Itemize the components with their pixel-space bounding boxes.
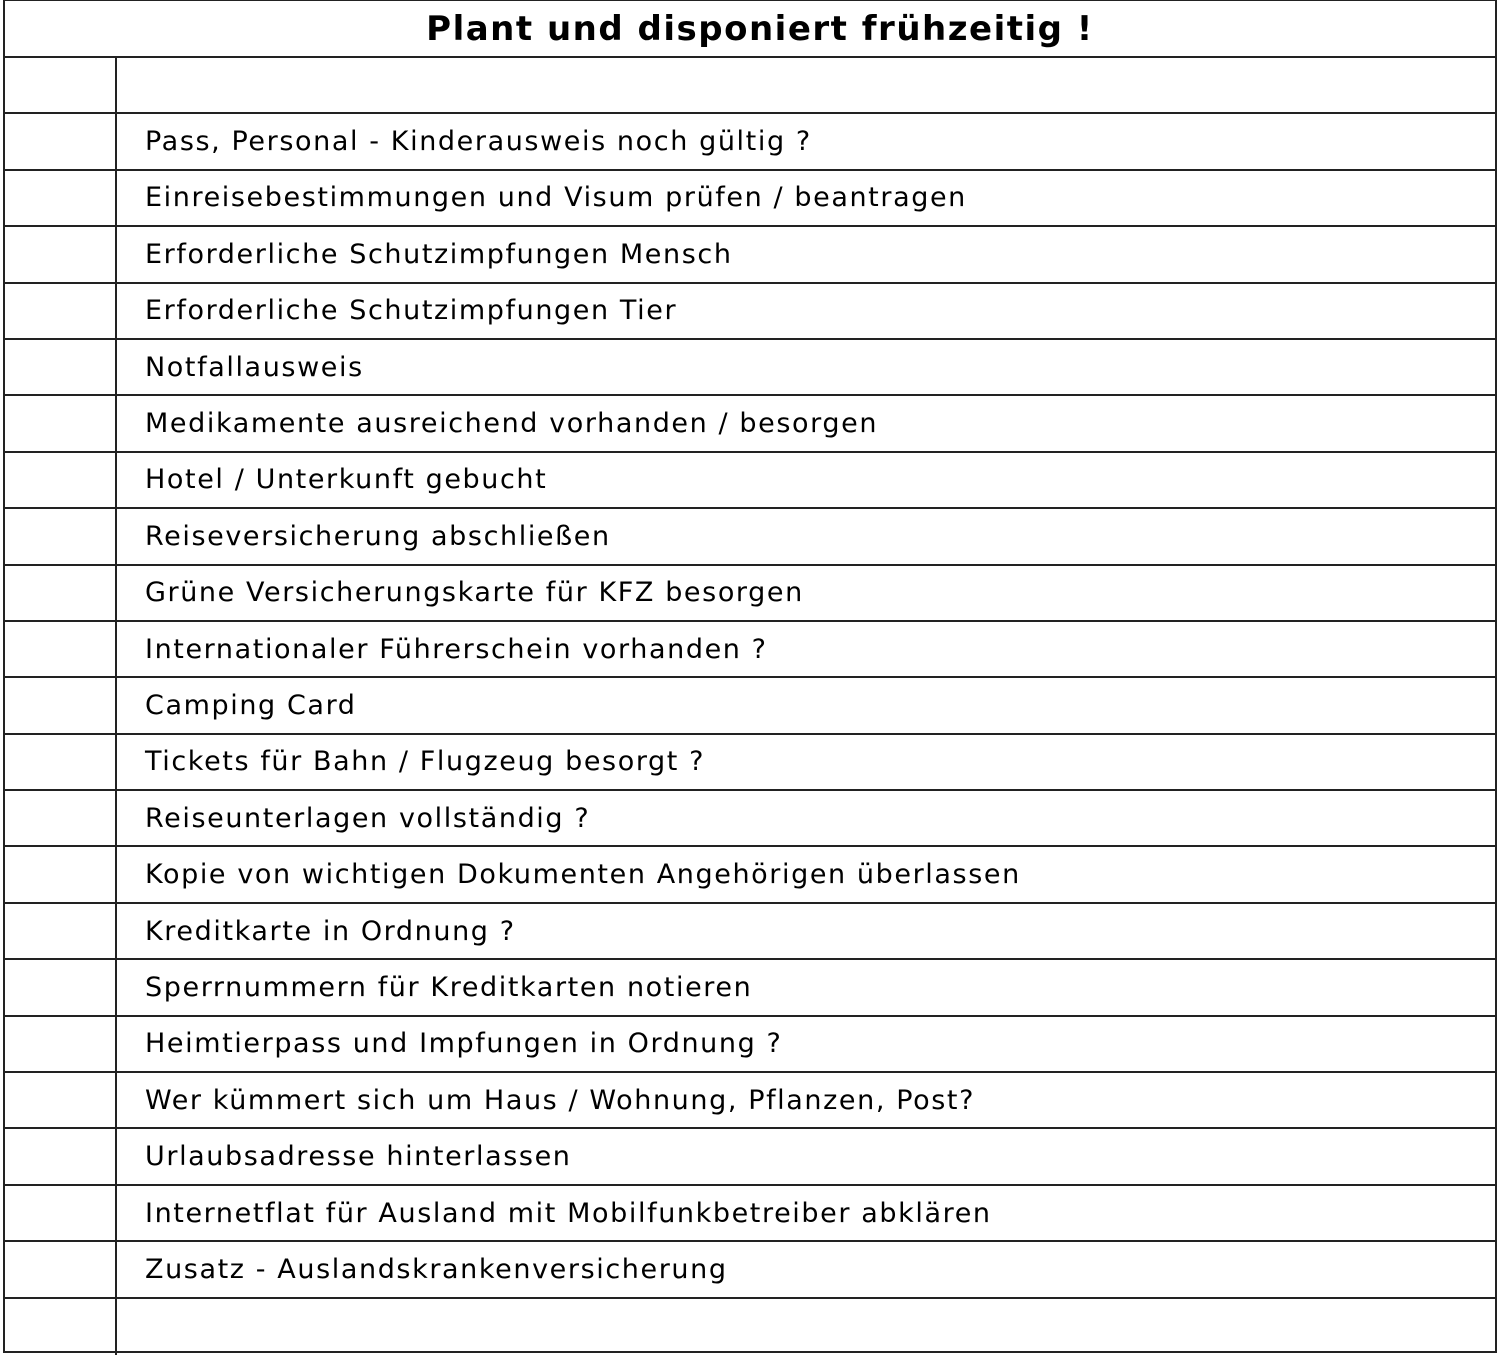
checkbox-cell[interactable] [5, 227, 117, 281]
checkbox-cell[interactable] [5, 847, 117, 901]
item-label: Hotel / Unterkunft gebucht [145, 464, 548, 496]
checkbox-cell[interactable] [5, 396, 117, 450]
table-row [5, 735, 1495, 791]
checkbox-cell[interactable] [5, 791, 117, 845]
page-title: Plant und disponiert frühzeitig ! [426, 8, 1094, 49]
checkbox-cell[interactable] [5, 1129, 117, 1183]
checkbox-cell[interactable] [5, 114, 117, 168]
table-row [5, 1129, 1495, 1185]
table-row [5, 1017, 1495, 1073]
table-row [5, 1073, 1495, 1129]
item-label: Pass, Personal - Kinderausweis noch gültig ? [145, 126, 812, 158]
table-row [5, 1186, 1495, 1242]
table-row [5, 622, 1495, 678]
table-row [5, 340, 1495, 396]
checkbox-cell[interactable] [5, 1073, 117, 1127]
checkbox-cell[interactable] [5, 904, 117, 958]
table-row [5, 960, 1495, 1016]
table-row [5, 114, 1495, 170]
checkbox-cell[interactable] [5, 284, 117, 338]
checkbox-cell[interactable] [5, 1186, 117, 1240]
checklist-rows [5, 58, 1495, 1355]
item-label: Grüne Versicherungskarte für KFZ besorgen [145, 577, 804, 609]
item-label: Medikamente ausreichend vorhanden / besorgen [145, 408, 879, 440]
item-label: Tickets für Bahn / Flugzeug besorgt ? [145, 746, 706, 778]
table-row [5, 1242, 1495, 1298]
checkbox-cell[interactable] [5, 735, 117, 789]
item-label: Wer kümmert sich um Haus / Wohnung, Pflanzen, Post? [145, 1084, 976, 1116]
item-label: Einreisebestimmungen und Visum prüfen / beantragen [145, 182, 967, 214]
item-label: Erforderliche Schutzimpfungen Tier [145, 295, 678, 327]
item-label: Kreditkarte in Ordnung ? [145, 915, 516, 947]
checkbox-cell[interactable] [5, 340, 117, 394]
table-row [5, 284, 1495, 340]
checkbox-cell[interactable] [5, 1299, 117, 1355]
table-row [5, 509, 1495, 565]
checkbox-cell[interactable] [5, 678, 117, 732]
item-label: Kopie von wichtigen Dokumenten Angehörigen überlassen [145, 859, 1021, 891]
item-label: Notfallausweis [145, 351, 364, 383]
checkbox-cell[interactable] [5, 171, 117, 225]
checkbox-cell[interactable] [5, 566, 117, 620]
table-row [5, 58, 1495, 114]
table-row [5, 904, 1495, 960]
table-row [5, 227, 1495, 283]
table-row [5, 847, 1495, 903]
checkbox-cell[interactable] [5, 453, 117, 507]
table-row [5, 453, 1495, 509]
table-row [5, 171, 1495, 227]
item-label: Heimtierpass und Impfungen in Ordnung ? [145, 1028, 783, 1060]
item-label: Internetflat für Ausland mit Mobilfunkbetreiber abklären [145, 1197, 992, 1229]
table-row [5, 566, 1495, 622]
checkbox-cell[interactable] [5, 622, 117, 676]
table-row [5, 1299, 1495, 1355]
item-label: Camping Card [145, 689, 357, 721]
table-row [5, 791, 1495, 847]
item-label: Reiseunterlagen vollständig ? [145, 802, 591, 834]
item-label: Reiseversicherung abschließen [145, 520, 611, 552]
title-row [5, 1, 1495, 58]
checkbox-cell[interactable] [5, 509, 117, 563]
item-label [117, 1299, 1495, 1355]
item-label: Zusatz - Auslandskrankenversicherung [145, 1253, 728, 1285]
checkbox-cell[interactable] [5, 1017, 117, 1071]
table-row [5, 396, 1495, 452]
item-label: Internationaler Führerschein vorhanden ? [145, 633, 768, 665]
checklist-table [3, 0, 1497, 1353]
item-label: Sperrnummern für Kreditkarten notieren [145, 971, 753, 1003]
item-label: Urlaubsadresse hinterlassen [145, 1141, 572, 1173]
item-label: Erforderliche Schutzimpfungen Mensch [145, 238, 733, 270]
checkbox-cell[interactable] [5, 58, 117, 112]
item-label [117, 58, 1495, 112]
table-row [5, 678, 1495, 734]
checkbox-cell[interactable] [5, 1242, 117, 1296]
checkbox-cell[interactable] [5, 960, 117, 1014]
